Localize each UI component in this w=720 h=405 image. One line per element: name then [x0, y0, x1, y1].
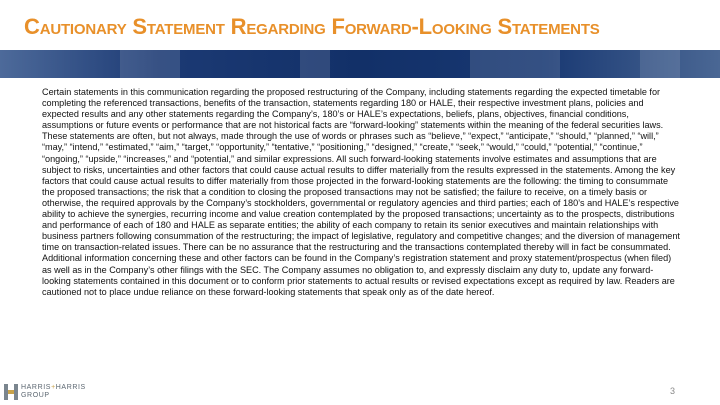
logo-group: GROUP — [21, 392, 50, 399]
company-logo — [4, 383, 84, 401]
logo-name-right: HARRIS — [55, 384, 86, 391]
slide-title: Cautionary Statement Regarding Forward-Looking Statements — [24, 14, 600, 39]
page-number: 3 — [670, 386, 676, 396]
forward-looking-statement-body: Certain statements in this communication regarding the proposed restructuring of the Company, including statements regarding the expected timetable for completing the referenced transactions, benefits of the transaction, statements regarding 180 or HALE, their respective investment plans, policies and expected results and any other statements regarding the Company’s, 180’s or HALE’s expectations, beliefs, plans, objectives, financial conditions, assumptions or future events or performance that are not historical facts are “forward-looking” statements within the meaning of the federal securities laws. These statements are often, but not always, made through the use of words or phrases such as “believe,” “expect,” “anticipate,” “should,” “planned,” “will,” “may,” “intend,” “estimated,” “aim,” “target,” “opportunity,” “tentative,” “positioning,” “designed,” “create,” “seek,” “would,” “could,” “potential,” “continue,” “ongoing,” “upside,” “increases,” and “potential,” and similar expressions. All such forward-looking statements involve estimates and assumptions that are subject to risks, uncertainties and other factors that could cause actual results to differ materially from the results expressed in the statements. Among the key factors that could cause actual results to differ materially from those projected in the forward-looking statements are the following: the timing to consummate the proposed transactions; the risk that a condition to closing the proposed transactions may not be satisfied; the failure to receive, on a timely basis or otherwise, the required approvals by the Company’s stockholders, governmental or regulatory agencies and third parties; each of 180’s and HALE’s respective ability to achieve the synergies, recurring income and value creation contemplated by the proposed transactions; uncertainty as to the prospects, distributions and performance of each of 180 and HALE as separate entities; the ability of each company to retain its senior executives and maintain relationships with business partners following consummation of the restructuring; the impact of legislative, regulatory and competitive changes; and the diversion of management time on transaction-related issues. There can be no assurance that the restructuring and the transactions contemplated thereby will in fact be consummated. Additional information concerning these and other factors can be found in the Company’s registration statement and proxy statement/prospectus (when filed) as well as in the Company’s other filings with the SEC. The Company assumes no obligation to, and expressly disclaim any duty to, update any forward-looking statements contained in this document or to conform prior statements to actual results or revised expectations except as required by law. Readers are cautioned not to place undue reliance on these forward-looking statements that speak only as of the date hereof. — [42, 87, 680, 297]
header-banner — [0, 50, 720, 78]
harris-harris-logo-icon — [4, 384, 18, 400]
logo-plus: + — [51, 384, 56, 391]
logo-name-left: HARRIS — [21, 384, 52, 391]
